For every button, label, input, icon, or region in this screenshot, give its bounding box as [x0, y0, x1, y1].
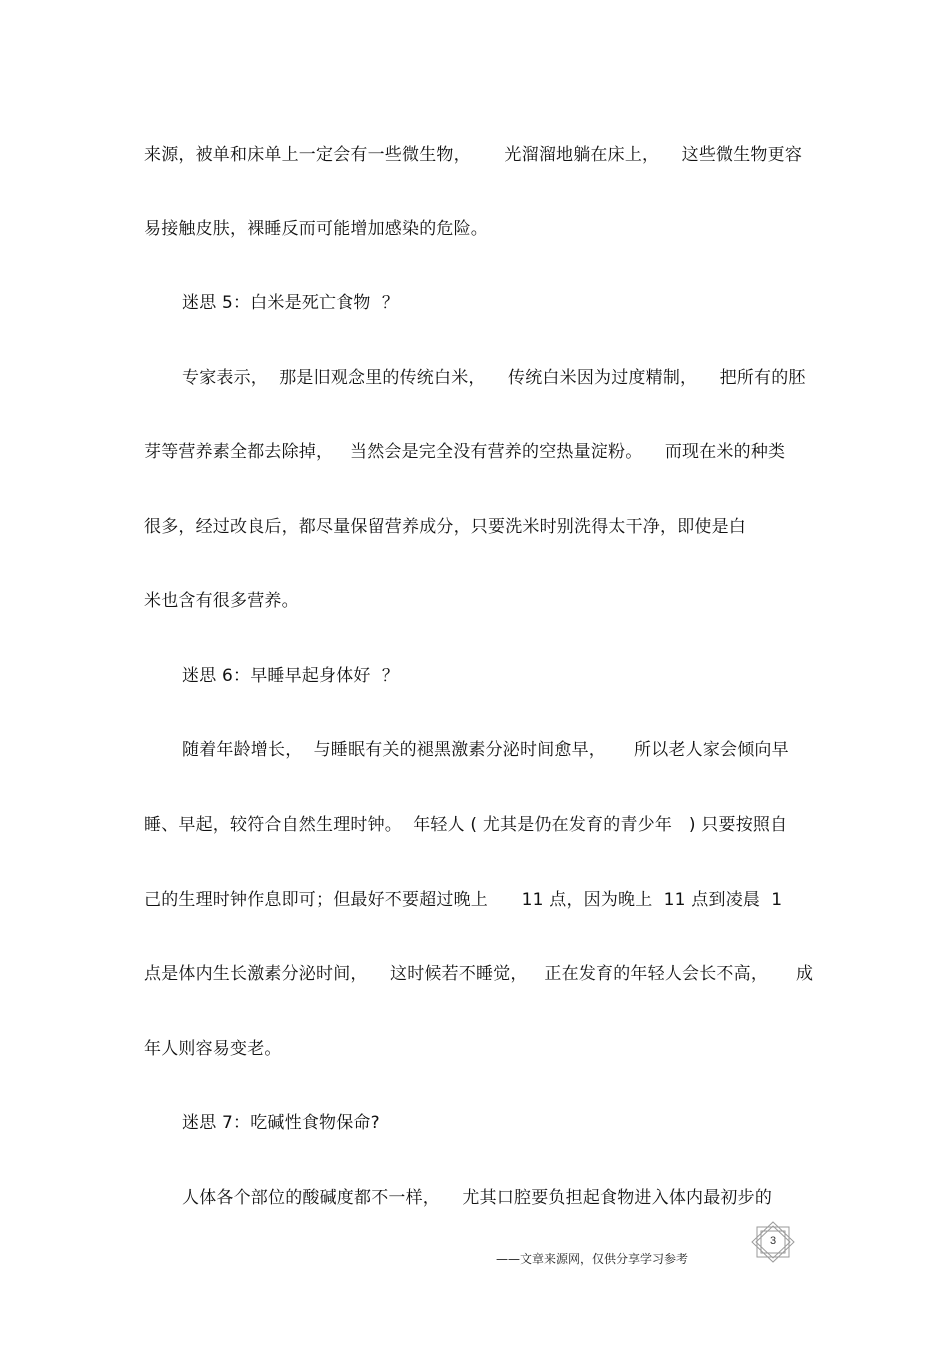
body-text-line: 芽等营养素全都去除掉， 当然会是完全没有营养的空热量淀粉。 而现在米的种类 [144, 442, 786, 462]
body-text-line: 专家表示， 那是旧观念里的传统白米， 传统白米因为过度精制， 把所有的胚 [182, 368, 806, 388]
section-heading-myth-6: 迷思 6：早睡早起身体好 ？ [182, 666, 400, 686]
body-text-line: 年人则容易变老。 [144, 1039, 282, 1059]
body-text-line: 来源，被单和床单上一定会有一些微生物， 光溜溜地躺在床上， 这些微生物更容 [144, 145, 803, 165]
body-text-line: 很多，经过改良后，都尽量保留营养成分，只要洗米时别洗得太干净，即使是白 [144, 517, 746, 537]
section-heading-myth-7: 迷思 7：吃碱性食物保命? [182, 1113, 380, 1133]
body-text-line: 随着年龄增长， 与睡眠有关的褪黑激素分泌时间愈早， 所以老人家会倾向早 [182, 740, 789, 760]
body-text-line: 己的生理时钟作息即可；但最好不要超过晚上 11 点，因为晚上 11 点到凌晨 1 [144, 890, 783, 910]
body-text-line: 易接触皮肤，裸睡反而可能增加感染的危险。 [144, 219, 488, 239]
body-text-line: 睡、早起，较符合自然生理时钟。 年轻人 ( 尤其是仍在发育的青少年 ) 只要按照自 [144, 815, 788, 835]
footer-source-note: ——文章来源网，仅供分享学习参考 [496, 1252, 689, 1266]
page-number-badge [749, 1221, 797, 1263]
section-heading-myth-5: 迷思 5：白米是死亡食物 ？ [182, 293, 400, 313]
body-text-line: 点是体内生长激素分泌时间， 这时候若不睡觉， 正在发育的年轻人会长不高， 成 [144, 964, 814, 984]
body-text-line: 人体各个部位的酸碱度都不一样， 尤其口腔要负担起食物进入体内最初步的 [182, 1188, 773, 1208]
body-text-line: 米也含有很多营养。 [144, 591, 299, 611]
page-number: 3 [769, 1235, 777, 1247]
